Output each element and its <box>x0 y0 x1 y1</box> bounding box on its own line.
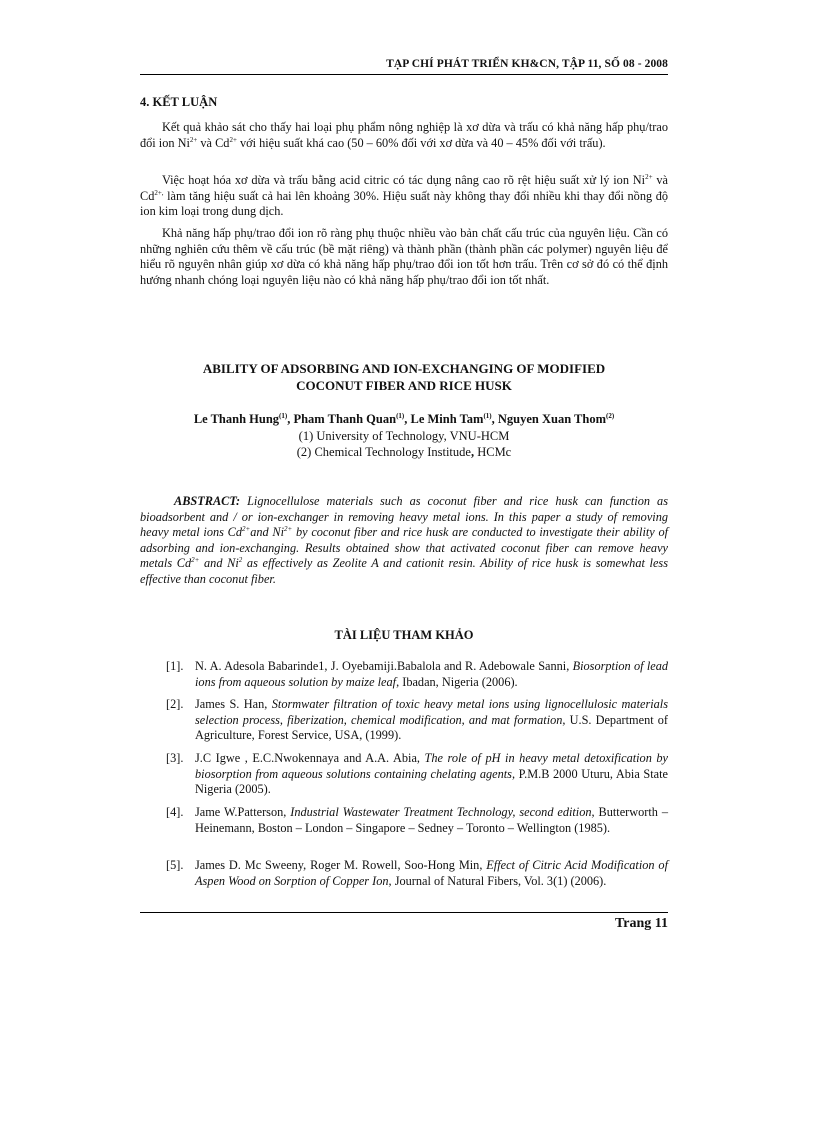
author-name: Le Minh Tam <box>410 412 484 426</box>
conclusion-paragraph-3: Khả năng hấp phụ/trao đổi ion rõ ràng phụ thuộc nhiều vào bản chất cấu trúc của nguyên liệu. Cần có những nghiên cứu thêm về cấu trúc (bề mặt riêng) và thành phần (thành phần các polymer) nguyên liệu để hiểu rõ nguyên nhân giúp xơ dừa có khả năng hấp phụ/trao đổi ion tốt hơn trấu. Trên cơ sở đó có thể định hướng nhanh chóng loại nguyên liệu nào có khả năng hấp phụ/trao đổi ion tốt nhất. <box>140 226 668 287</box>
author-name: Le Thanh Hung <box>193 412 280 426</box>
reference-number: [1]. <box>166 659 184 673</box>
reference-number: [5]. <box>166 858 184 872</box>
conclusion-paragraph-2: Việc hoạt hóa xơ dừa và trấu bằng acid citric có tác dụng nâng cao rõ rệt hiệu suất xử lý ion $Ni^{2+}$ và $Cd^{2+,}$ làm tăng hiệu suất cả hai lên khoảng 30%. Hiệu suất này không thay đổi nhiều khi thay đổi nồng độ ion kim loại trong dung dịch. <box>140 173 669 218</box>
footer-rule <box>140 912 668 913</box>
reference-number: [3]. <box>166 751 184 765</box>
references-heading: TÀI LIỆU THAM KHẢO <box>334 628 474 642</box>
reference-item: [5]. James D. Mc Sweeny, Roger M. Rowell, Soo-Hong Min, Effect of Citric Acid Modification of Aspen Wood on Sorption of Copper Ion, Journal of Natural Fibers, Vol. 3(1) (2006). <box>166 858 668 888</box>
author-name: Nguyen Xuan Thom <box>497 412 606 426</box>
reference-item: [2]. James S. Han, Stormwater filtration of toxic heavy metal ions using lignocellulosic materials selection process, fiberization, chemical modification, and mat formation, U.S. Department of Agriculture, Forest Service, USA, (1999). <box>166 697 668 742</box>
affiliation-2: (2) Chemical Technology Institude, HCMc <box>296 445 512 459</box>
abstract: ABSTRACT: Lignocellulose materials such as coconut fiber and rice husk can function as bioadsorbent and / or ion-exchanger in removing heavy metal ions. In this paper a study of removing heavy metal ions $Cd^{2+}and$ $Ni^{2+}$ by coconut fiber and rice husk are conducted to investigate their ability of adsorbing and ion-exchanging. Results obtained show that activated coconut fiber can remove heavy metals $Cd^{2+}$ and Ni$^2$ as effectively as Zeolite A and cationit resin. Ability of rice husk is somewhat less effective than coconut fiber. <box>140 494 669 586</box>
title-line-2: COCONUT FIBER AND RICE HUSK <box>296 378 512 393</box>
header-rule <box>140 74 668 75</box>
author-name: Pham Thanh Quan <box>293 412 397 426</box>
title-line-1: ABILITY OF ADSORBING AND ION-EXCHANGING OF MODIFIED <box>202 361 606 376</box>
conclusion-paragraph-1: Kết quả khảo sát cho thấy hai loại phụ phẩm nông nghiệp là xơ dừa và trấu có khả năng hấp phụ/trao đổi ion $Ni^{2+}$ và $Cd^{2+}$ với hiệu suất khá cao (50 – 60% đối với xơ dừa và 40 – 45% đối với trấu). <box>140 120 668 150</box>
reference-number: [4]. <box>166 805 184 819</box>
reference-item: [4]. Jame W.Patterson, Industrial Wastewater Treatment Technology, second edition, Butterworth – Heinemann, Boston – London – Singapore – Sedney – Toronto – Wellington (1985). <box>166 805 668 835</box>
reference-number: [2]. <box>166 697 184 711</box>
page-number: Trang 11 <box>614 916 668 931</box>
conclusion-heading: 4. KẾT LUẬN <box>140 95 218 109</box>
author-list: Le Thanh Hung$^{(1)}$, Pham Thanh Quan$^{(1)}$, Le Minh Tam$^{(1)}$, Nguyen Xuan Thom$^{(2)}$ <box>193 412 615 426</box>
english-title <box>140 360 668 394</box>
reference-item: [3]. J.C Igwe , E.C.Nwokennaya and A.A. Abia, The role of pH in heavy metal detoxification by biosorption from aqueous solutions containing chelating agents, P.M.B 2000 Uturu, Abia State Nigeria (2005). <box>166 751 668 796</box>
journal-header: TẠP CHÍ PHÁT TRIỂN KH&CN, TẬP 11, SỐ 08 - 2008 <box>386 58 668 70</box>
affiliation-1: (1) University of Technology, VNU-HCM <box>298 429 510 443</box>
reference-item: [1]. N. A. Adesola Babarinde1, J. Oyebamiji.Babalola and R. Adebowale Sanni, Biosorption of lead ions from aqueous solution by maize leaf, Ibadan, Nigeria (2006). <box>166 659 668 689</box>
abstract-label: ABSTRACT: <box>174 494 241 508</box>
